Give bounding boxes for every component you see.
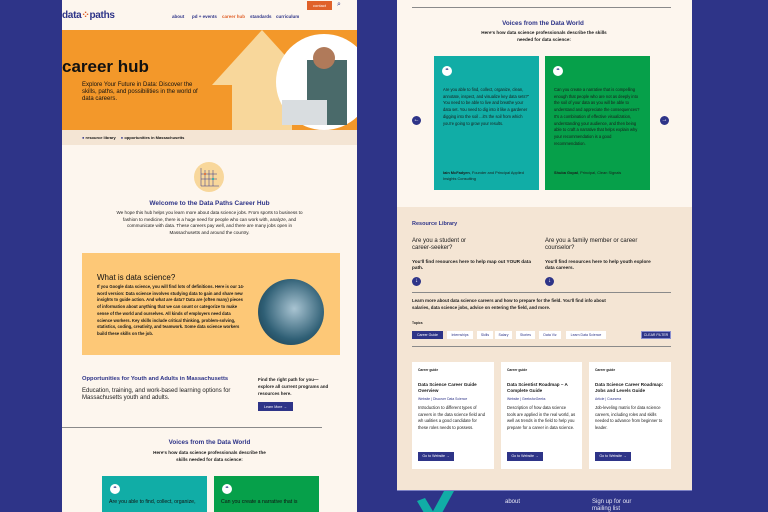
nav-standards[interactable]: standards: [250, 14, 272, 19]
quote-text: Can you create a narrative that is compelling enough that people who are not as deeply into the soil of your data as you will be able to understand and appreciate the consequences? It's a combination of effective visualization, understanding your audience, and then being able to craft a narrative that helps explain why your recommendation is a good recommendation.: [554, 87, 640, 146]
carousel-prev-arrow-icon[interactable]: ←: [413, 117, 420, 123]
go-to-website-button[interactable]: Go to Website →: [595, 452, 631, 461]
quote-card-teal: [434, 56, 539, 190]
clear-filter-button[interactable]: CLEAR FILTER: [641, 331, 671, 339]
card-description: Description of how data science tools are applied in the real world, as well as trends in the field to help you prepare for a career in data science.: [507, 405, 576, 430]
subnav-opportunities[interactable]: ● opportunities in Massachusetts: [120, 135, 185, 140]
card-source[interactable]: Website | Discover Data Science: [418, 396, 468, 401]
learn-more-button[interactable]: Learn More →: [258, 402, 293, 411]
voices-title: Voices from the Data World: [168, 439, 251, 446]
carousel-next-arrow-icon[interactable]: →: [661, 117, 668, 123]
quote-card-green: [214, 476, 319, 512]
go-to-website-button[interactable]: Go to Website →: [418, 452, 454, 461]
resource-intro: Learn more about data science careers and how to prepare for the field. You'll find info about salaries, data science jobs, advice on entering the field, and more.: [412, 298, 606, 310]
welcome-body: We hope this hub helps you learn more about data science jobs. From sports to business to fashion to medicine, there is a huge need for people who can work with, analyze, and communicate with data. These careers pay well, and there are many jobs open in Massachusetts and around the country.: [116, 210, 303, 235]
logo-check-icon: [412, 491, 472, 512]
card-kind: Career guide: [418, 368, 439, 372]
quote-icon: “: [110, 484, 120, 494]
divider: [62, 427, 322, 428]
quote-card-teal: [102, 476, 207, 512]
what-is-title: What is data science?: [97, 273, 176, 282]
arrow-graphic-icon: [212, 30, 357, 130]
card-kind: Career guide: [507, 368, 528, 372]
site-header: [62, 0, 357, 30]
divider: [412, 7, 671, 8]
site-footer: [397, 490, 692, 512]
topic-chip-salary[interactable]: Salary: [495, 331, 512, 339]
search-icon[interactable]: ⌕: [337, 1, 341, 8]
quote-icon: “: [442, 66, 452, 76]
family-down-arrow-icon[interactable]: ↓: [545, 277, 554, 286]
voices-subtitle: Here's how data science professionals describe the skills needed for data science:: [481, 30, 607, 42]
subnav: [62, 130, 357, 145]
contact-button[interactable]: contact: [307, 1, 332, 10]
quote-icon: “: [553, 66, 563, 76]
card-title: Data Science Career Guide Overview: [418, 381, 477, 393]
welcome-title: Welcome to the Data Paths Career Hub: [149, 200, 270, 207]
chart-illustration-icon: [194, 162, 224, 192]
career-hub-page-bottom: [397, 0, 692, 512]
resource-library-title: Resource Library: [412, 221, 458, 227]
divider: [412, 292, 671, 293]
quote-icon: “: [222, 484, 232, 494]
nav-pd-events[interactable]: pd + events: [192, 14, 217, 19]
team-photo: [258, 279, 324, 345]
subnav-resource-library[interactable]: ● resource library: [82, 135, 116, 140]
topic-chip-learn-data-science[interactable]: Learn Data Science: [566, 331, 606, 339]
topic-chip-internships[interactable]: Internships: [447, 331, 473, 339]
family-answer: You'll find resources here to help youth explore data careers.: [545, 259, 651, 271]
quote-text: Are you able to find, collect, organize,: [109, 499, 196, 505]
resource-card: [501, 362, 582, 469]
opportunities-title: Opportunities for Youth and Adults in Massachusetts: [82, 376, 229, 382]
voices-subtitle: Here's how data science professionals describe the skills needed for data science:: [153, 450, 266, 462]
footer-about-link[interactable]: about: [505, 499, 521, 505]
voices-title: Voices from the Data World: [502, 20, 584, 27]
card-kind: Career guide: [595, 368, 616, 372]
quote-attribution: Shuba Gopal, Principal, Clean Signals: [554, 170, 622, 175]
quote-attribution: Iain McFadyen, Founder and Principal Applied Insights Consulting: [443, 170, 524, 181]
card-description: Introduction to different types of careers in the data science field and wh ualities a good candidate for these roles needs to possess.: [418, 405, 486, 430]
divider: [412, 346, 671, 347]
card-title: Data Scientist Roadmap – A Complete Guide: [507, 381, 568, 393]
student-answer: You'll find resources here to help map out YOUR data path.: [412, 259, 531, 271]
card-title: Data Science Career Roadmap: Jobs and Levels Guide: [595, 381, 664, 393]
student-question: Are you a student or career-seeker?: [412, 238, 467, 251]
footer-mailing-list: Sign up for our mailing list: [592, 499, 632, 512]
what-is-data-science-box: [82, 253, 340, 355]
family-question: Are you a family member or career counselor?: [545, 238, 638, 251]
topic-chip-data-viz[interactable]: Data Viz: [539, 331, 561, 339]
card-source[interactable]: Article | Coursera: [595, 396, 622, 401]
nav-career-hub[interactable]: career hub: [222, 14, 246, 19]
card-source[interactable]: Website | GeeksforGeeks: [507, 396, 546, 401]
card-description: Job-leveling matrix for data science careers, including roles and skills needed to advance from beginner to leader.: [595, 405, 663, 430]
student-down-arrow-icon[interactable]: ↓: [412, 277, 421, 286]
what-is-body: If you Google data science, you will find lots of definitions. Here is our 14-word version: Data science involves studying data to gain and share new insights to guide action. And what are data? Data are (often many) pieces of information about anything that we can count or categorize to make sense of the world and ourselves. All kinds of employers need data science workers. Key skills include critical thinking, problem-solving, statistics, coding, creativity, and teamwork. Some data science workers build these skills on the job.: [97, 284, 245, 336]
quote-card-green: [545, 56, 650, 190]
hero-banner: [62, 30, 357, 130]
quote-text: Can you create a narrative that is: [221, 499, 298, 505]
quote-text: Are you able to find, collect, organize, clean, annotate, inspect, and visualize key data sets?" You need to be able to live and breathe your data set. You need to dig into it like a gardener digging into the soil ...it's the soil from which you're going to grow your results.: [443, 87, 530, 126]
nav-about[interactable]: about: [172, 14, 185, 19]
resource-card: [589, 362, 671, 469]
topic-chip-stories[interactable]: Stories: [516, 331, 535, 339]
career-hub-page-top: [62, 0, 357, 512]
opportunities-body: Education, training, and work-based learning options for Massachusetts youth and adults.: [82, 388, 231, 402]
topic-chip-career-guide[interactable]: Career Guide: [412, 331, 443, 339]
topics-label: Topics: [412, 321, 423, 325]
hero-subtitle: Explore Your Future in Data: Discover the skills, paths, and possibilities in the world of data careers.: [82, 82, 198, 102]
topic-chip-skills[interactable]: Skills: [477, 331, 493, 339]
nav-curriculum[interactable]: curriculum: [276, 14, 300, 19]
hero-title: career hub: [62, 57, 149, 76]
go-to-website-button[interactable]: Go to Website →: [507, 452, 543, 461]
resource-card: [412, 362, 494, 469]
logo[interactable]: data⁘paths: [62, 10, 115, 21]
opportunities-side-text: Find the right path for you—explore all current programs and resources here.: [258, 377, 329, 396]
